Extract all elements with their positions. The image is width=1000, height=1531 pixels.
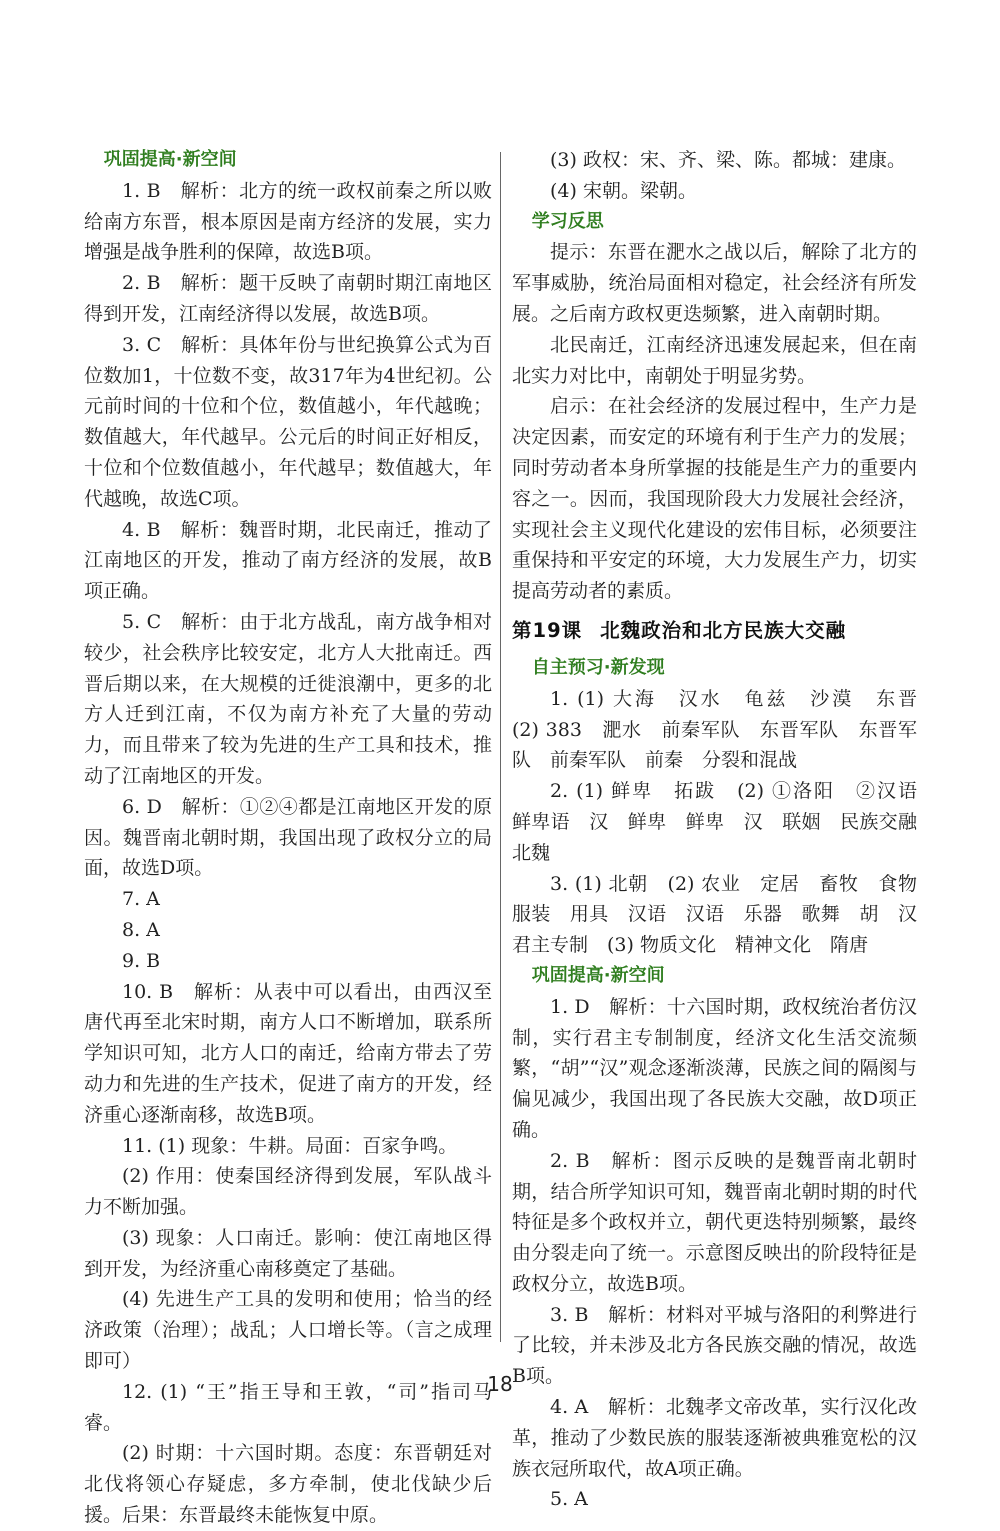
answer-paragraph: 1. (1) 大海 汉水 龟兹 沙漠 东晋 (2) 383 淝水 前秦军队 东晋军队 东晋军队 前秦军队 前秦 分裂和混战 [512,687,937,772]
preview-answers [512,684,937,961]
left-column [84,145,492,1531]
answer-paragraph: 6. D 解析：①②④都是江南地区开发的原因。魏晋南北朝时期，我国出现了政权分立的局面，故选D项。 [84,795,492,880]
consolidate-answers [512,992,917,1516]
answer-paragraph: 3. C 解析：具体年份与世纪换算公式为百位数加1，十位数不变，故317年为4世纪初。公元前时间的十位和个位，数值越小，年代越晚；数值越大，年代越早。公元后的时间正好相反，十位和个位数值越小，年代越早；数值越大，年代越晚，故选C项。 [84,333,492,510]
answer-paragraph: 9. B [122,949,161,972]
answer-paragraph: 4. A 解析：北魏孝文帝改革，实行汉化改革，推动了少数民族的服装逐渐被典雅宽松的汉族衣冠所取代，故A项正确。 [512,1396,917,1480]
left-answers [84,176,492,1531]
reflection-paragraph: 北民南迁，江南经济迅速发展起来，但在南北实力对比中，南朝处于明显劣势。 [512,333,917,387]
answer-paragraph: 12. (1) “王”指王导和王敦，“司”指司马睿。 [84,1380,492,1434]
answer-paragraph: (2) 时期：十六国时期。态度：东晋朝廷对北伐将领心存疑虑，多方牵制，使北伐缺少后援。后果：东晋最终未能恢复中原。 [84,1442,492,1527]
answer-paragraph: 2. B 解析：图示反映的是魏晋南北朝时期，结合所学知识可知，魏晋南北朝时期的时代特征是多个政权并立，朝代更迭特别频繁，最终由分裂走向了统一。示意图反映出的阶段特征是政权分立，故选B项。 [512,1149,917,1295]
answer-paragraph: (3) 政权：宋、齐、梁、陈。都城：建康。 [550,149,906,171]
answer-paragraph: 5. C 解析：由于北方战乱，南方战争相对较少，社会秩序比较安定，北方人大批南迁。西晋后期以来，在大规模的迁徙浪潮中，更多的北方人迁到江南，不仅为南方补充了大量的劳动力，而且带来了较为先进的生产工具和技术，推动了江南地区的开发。 [84,610,492,787]
right-column [512,145,937,1515]
reflection-text [512,237,917,607]
answer-paragraph: 3. (1) 北朝 (2) 农业 定居 畜牧 食物 服装 用具 汉语 汉语 乐器 歌舞 胡 汉 君主专制 (3) 物质文化 精神文化 隋唐 [512,872,937,957]
lesson-title [512,617,917,645]
answer-paragraph: 2. B 解析：题干反映了南朝时期江南地区得到开发，江南经济得以发展，故选B项。 [84,272,492,325]
answer-paragraph: 11. (1) 现象：牛耕。局面：百家争鸣。 [122,1134,458,1157]
answers-continued [512,145,917,207]
answer-paragraph: 10. B 解析：从表中可以看出，由西汉至唐代再至北宋时期，南方人口不断增加，联系所学知识可知，北方人口的南迁，给南方带去了劳动力和先进的生产技术，促进了南方的开发，经济重心逐渐南移，故选B项。 [84,980,492,1126]
answer-paragraph: 1. B 解析：北方的统一政权前秦之所以败给南方东晋，根本原因是南方经济的发展，实力增强是战争胜利的保障，故选B项。 [84,179,492,264]
reflection-paragraph: 提示：东晋在淝水之战以后，解除了北方的军事威胁，统治局面相对稳定，社会经济有所发展。之后南方政权更迭频繁，进入南朝时期。 [512,241,917,325]
answer-paragraph: 3. B 解析：材料对平城与洛阳的利弊进行了比较，并未涉及北方各民族交融的情况，故选B项。 [512,1303,917,1388]
reflection-paragraph: 启示：在社会经济的发展过程中，生产力是决定因素，而安定的环境有利于生产力的发展；同时劳动者本身所掌握的技能是生产力的重要内容之一。因而，我国现阶段大力发展社会经济，实现社会主义现代化建设的宏伟目标，必须要注重保持和平安定的环境，大力发展生产力，切实提高劳动者的素质。 [512,395,917,603]
answer-paragraph: 1. D 解析：十六国时期，政权统治者仿汉制，实行君主专制制度，经济文化生活交流频繁，“胡”“汉”观念逐渐淡薄，民族之间的隔阂与偏见减少，我国出现了各民族大交融，故D项正确。 [512,995,917,1141]
answer-paragraph: 4. B 解析：魏晋时期，北民南迁，推动了江南地区的开发，推动了南方经济的发展，故B项正确。 [84,518,492,603]
answer-paragraph: (4) 宋朝。梁朝。 [550,179,697,202]
answer-paragraph: (3) 现象：人口南迁。影响：使江南地区得到开发，为经济重心南移奠定了基础。 [84,1226,492,1280]
answer-paragraph: (2) 作用：使秦国经济得到发展，军队战斗力不断加强。 [84,1165,492,1219]
answer-paragraph: 5. A [550,1488,588,1511]
lesson-number: 第19课 [512,618,583,642]
answer-paragraph: 8. A [122,918,160,941]
answer-paragraph: 7. A [122,888,160,911]
column-divider [500,152,501,1342]
section-heading-consolidate-2: 巩固提高·新空间 [531,964,665,986]
answer-paragraph: 2. (1) 鲜卑 拓跋 (2) ①洛阳 ②汉语 鲜卑语 汉 鲜卑 鲜卑 汉 联姻 民族交融 北魏 [512,780,937,864]
lesson-name: 北魏政治和北方民族大交融 [600,618,847,642]
section-heading-reflection: 学习反思 [531,210,604,232]
answer-paragraph: (4) 先进生产工具的发明和使用；恰当的经济政策（治理）；战乱；人口增长等。（言之成理即可） [84,1288,492,1373]
section-heading-consolidate: 巩固提高·新空间 [103,149,237,170]
page-number: 18 [487,1372,513,1396]
section-heading-preview: 自主预习·新发现 [531,656,665,678]
